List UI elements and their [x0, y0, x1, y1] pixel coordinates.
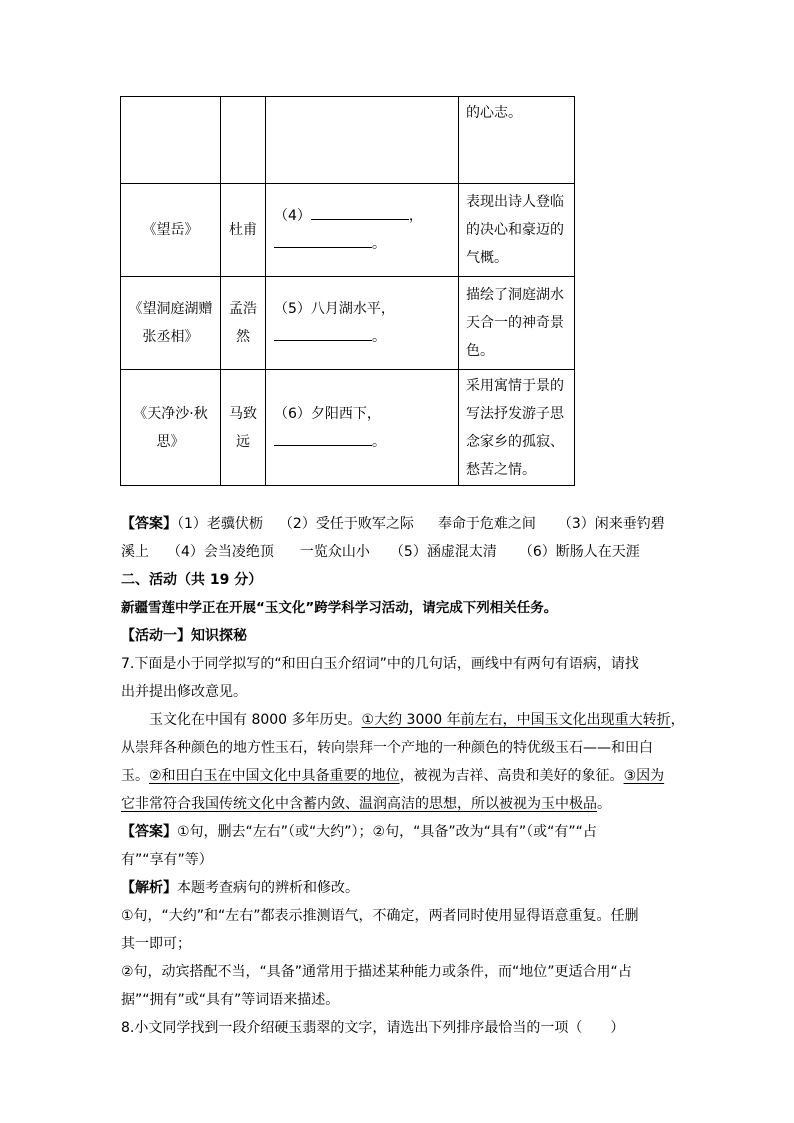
appreciation-cell: 表现出诗人登临 的决心和豪迈的 气概。 — [459, 184, 575, 277]
question-7-stem: 出并提出修改意见。 — [121, 684, 247, 700]
passage-line: 玉。②和田白玉在中国文化中具备重要的地位，被视为吉祥、高贵和美好的象征。③因为 — [121, 768, 665, 784]
underlined-sentence-2: ②和田白玉在中国文化中具备重要的地位 — [149, 768, 400, 784]
author-cell: 孟浩 然 — [221, 277, 266, 370]
explanation-line: 其一即可； — [121, 936, 191, 952]
poem-table — [120, 96, 575, 486]
appreciation-cell: 的心志。 — [459, 97, 575, 184]
table-row — [121, 184, 575, 277]
explanation-line: 【解析】本题考查病句的辨析和修改。 — [121, 880, 359, 896]
underlined-sentence-1: ①大约 3000 年前左右，中国玉文化出现重大转折 — [361, 712, 671, 728]
table-row — [121, 97, 575, 184]
passage-line: 从崇拜各种颜色的地方性玉石，转向崇拜一个产地的一种颜色的特优级玉石——和田白 — [121, 740, 653, 756]
appreciation-cell: 描绘了洞庭湖水 天合一的神奇景 色。 — [459, 277, 575, 370]
activity-heading: 【活动一】知识探秘 — [121, 628, 247, 644]
underlined-sentence-3: ③因为 — [623, 768, 665, 784]
passage-line: 玉文化在中国有 8000 多年历史。①大约 3000 年前左右，中国玉文化出现重大转折， — [149, 712, 685, 728]
title-cell: 《望洞庭湖赠 张丞相》 — [121, 277, 221, 370]
answer-line: 有”“享有”等） — [121, 852, 213, 868]
question-7-stem: 7.下面是小于同学拟写的“和田白玉介绍词”中的几句话，画线中有两句有语病，请找 — [121, 656, 639, 672]
answer-line: 【答案】（1）老骥伏枥 （2）受任于败军之际 奉命于危难之间 （3）闲来垂钓碧 — [121, 516, 665, 532]
verse-cell — [266, 97, 459, 184]
author-cell — [221, 97, 266, 184]
author-cell: 杜甫 — [221, 184, 266, 277]
title-cell — [121, 97, 221, 184]
fill-blank[interactable] — [311, 205, 409, 220]
explanation-line: 据”“拥有”或“具有”等词语来描述。 — [121, 992, 340, 1008]
fill-blank[interactable] — [274, 233, 372, 248]
table-row — [121, 370, 575, 486]
appreciation-cell: 采用寓情于景的 写法抒发游子思 念家乡的孤寂、 愁苦之情。 — [459, 370, 575, 486]
verse-cell: （5）八月湖水平， 。 — [266, 277, 459, 370]
title-cell: 《望岳》 — [121, 184, 221, 277]
underlined-sentence-3-cont: 它非常符合我国传统文化中含蓄内敛、温润高洁的思想，所以被视为玉中极品 — [121, 796, 597, 812]
explanation-line: ①句，“大约”和“左右”都表示推测语气，不确定，两者同时使用显得语意重复。任删 — [121, 908, 639, 924]
section-heading: 二、活动（共 19 分） — [121, 572, 263, 588]
answer-line: 【答案】①句，删去“左右”（或“大约”）；②句，“具备”改为“具有”（或“有”“占 — [121, 824, 597, 840]
fill-blank[interactable] — [274, 326, 372, 341]
title-cell: 《天净沙·秋 思》 — [121, 370, 221, 486]
verse-cell: （4） ， 。 — [266, 184, 459, 277]
question-8-stem: 8.小文同学找到一段介绍硬玉翡翠的文字，请选出下列排序最恰当的一项（ ） — [121, 1020, 625, 1036]
table-row — [121, 277, 575, 370]
answer-line: 溪上 （4）会当凌绝顶 一览众山小 （5）涵虚混太清 （6）断肠人在天涯 — [121, 544, 640, 560]
passage-line: 它非常符合我国传统文化中含蓄内敛、温润高洁的思想，所以被视为玉中极品。 — [121, 796, 611, 812]
explanation-line: ②句，动宾搭配不当，“具备”通常用于描述某种能力或条件，而“地位”更适合用“占 — [121, 964, 632, 980]
verse-cell: （6）夕阳西下， 。 — [266, 370, 459, 486]
author-cell: 马致 远 — [221, 370, 266, 486]
section-intro: 新疆雪莲中学正在开展“玉文化”跨学科学习活动，请完成下列相关任务。 — [121, 600, 558, 616]
fill-blank[interactable] — [274, 431, 372, 446]
